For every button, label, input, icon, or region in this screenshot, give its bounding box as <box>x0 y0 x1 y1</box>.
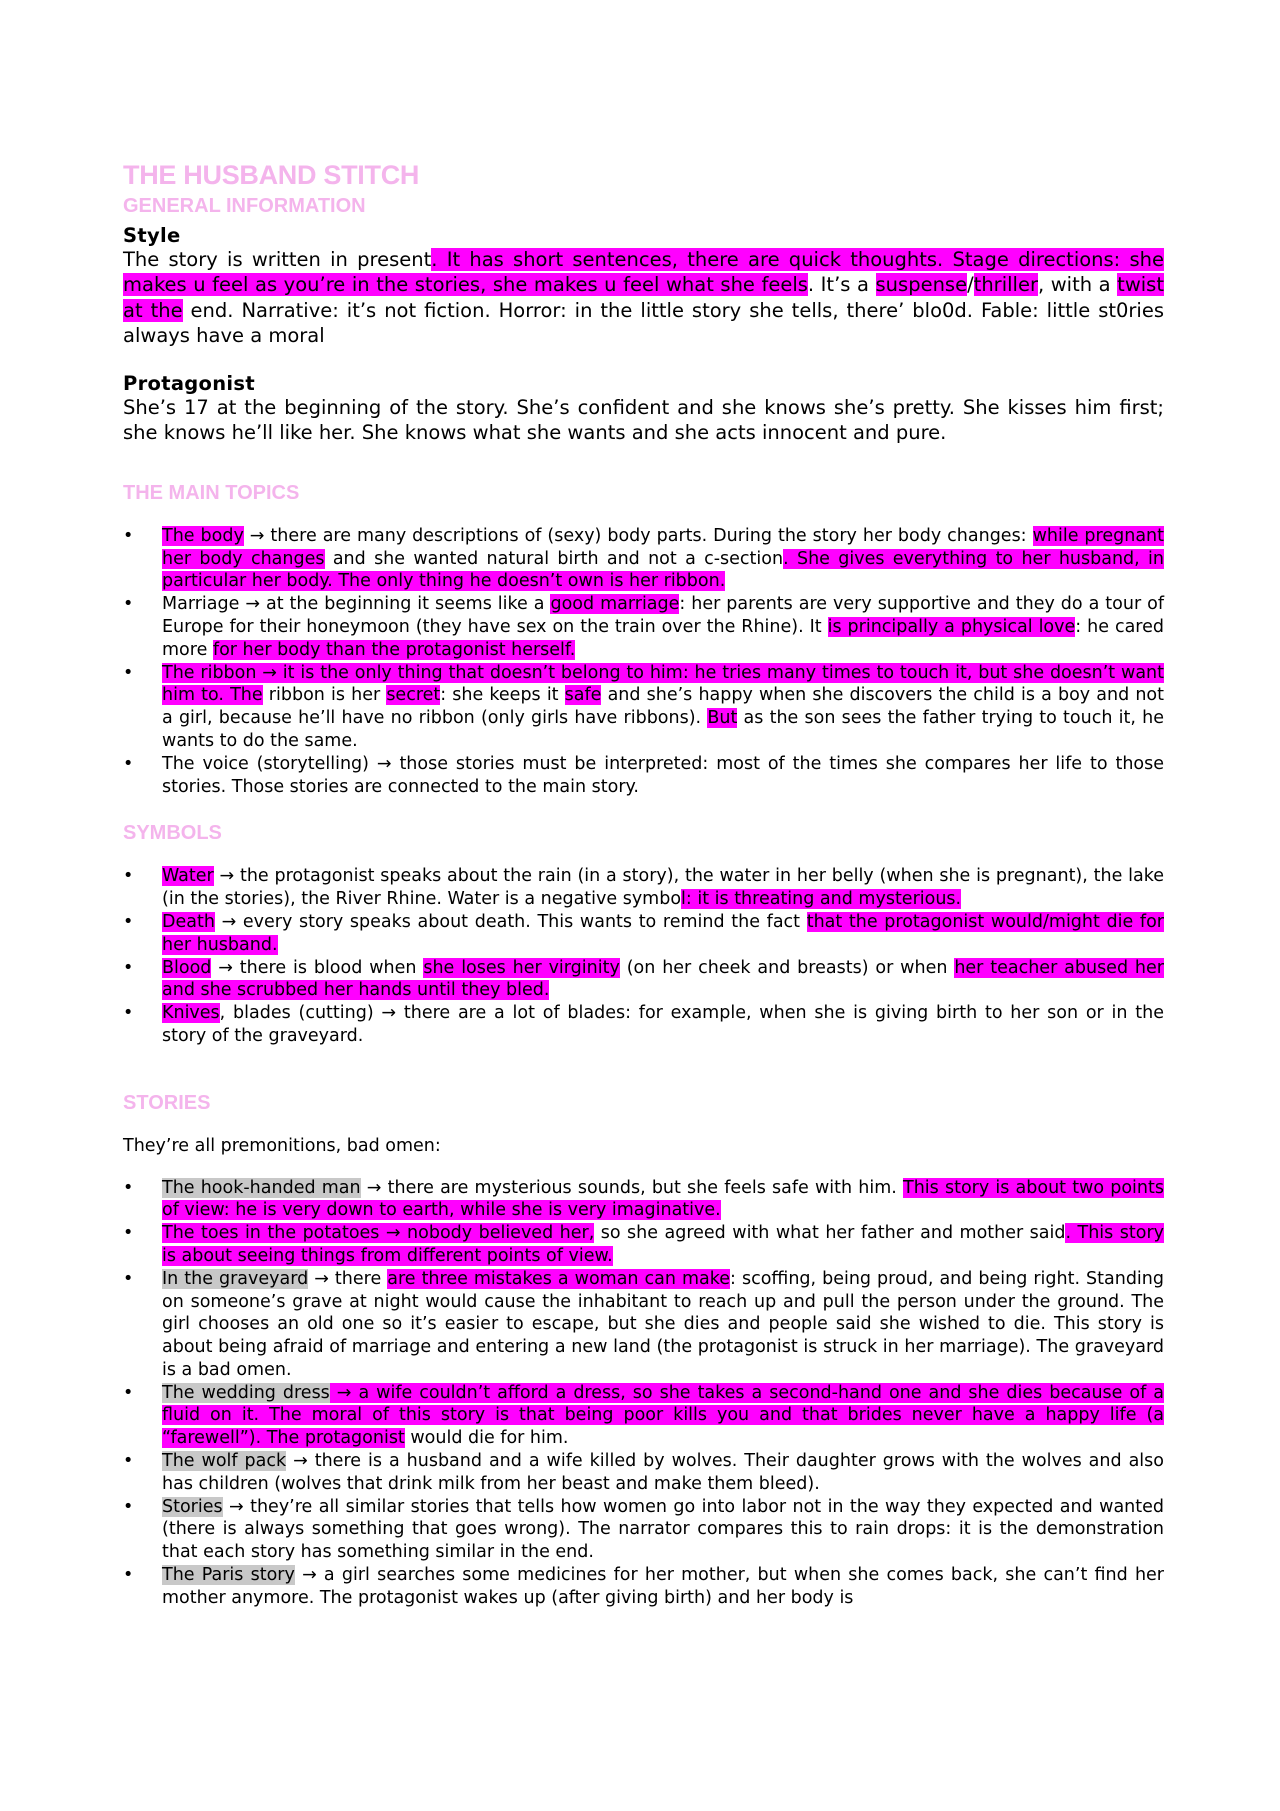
highlighted-run: she loses her virginity <box>423 957 620 978</box>
list-item <box>123 1177 1164 1223</box>
highlighted-run: that the protagonist would/might die for her husband. <box>162 911 1164 955</box>
highlighted-run: Knives <box>162 1003 220 1024</box>
highlighted-run: while pregnant her body changes <box>162 525 1164 569</box>
text-run: and she wanted natural birth and not a c-section <box>324 548 784 569</box>
protagonist-paragraph: She’s 17 at the beginning of the story. She’s confident and she knows she’s pretty. She kisses him first; she knows he’ll like her. She knows what she wants and she acts innocent and pure. <box>123 396 1164 445</box>
document-title: THE HUSBAND STITCH <box>123 160 420 190</box>
list-item <box>123 1222 1164 1268</box>
list-item <box>123 593 1164 661</box>
highlighted-run: her teacher abused her and she scrubbed her hands until they bled. <box>162 957 1164 1001</box>
list-item <box>123 1382 1164 1450</box>
general-information-heading: GENERAL INFORMATION <box>123 195 366 217</box>
text-run: → the protagonist speaks about the rain (in a story), the water in her belly (when she is pregnant), the lake (in the stories), the River Rhine. Water is a negative symbo <box>162 866 1164 910</box>
main-topics-list <box>123 525 1164 799</box>
highlighted-run: are three mistakes a woman can make <box>387 1268 731 1289</box>
text-run: The voice (storytelling) → those stories must be interpreted: most of the times she compares her life to those stories. Those stories are connected to the main story. <box>162 753 1164 797</box>
stories-heading: STORIES <box>123 1091 211 1114</box>
list-item <box>123 1564 1164 1610</box>
text-run: The story is written in present <box>123 248 432 271</box>
highlighted-run: Water <box>162 866 214 887</box>
text-run: → every story speaks about death. This wants to remind the fact <box>214 911 807 932</box>
list-item <box>123 525 1164 593</box>
grey-highlighted-run: Stories <box>162 1496 223 1517</box>
text-run: → there is a husband and a wife killed by wolves. Their daughter grows with the wolves and also has children (wolves that drink milk from her beast and make them bleed). <box>162 1451 1164 1494</box>
grey-highlighted-run: The Paris story <box>162 1565 295 1586</box>
grey-highlighted-run: The wedding dress <box>162 1382 330 1403</box>
highlighted-run: is principally a physical love <box>827 616 1076 637</box>
list-item <box>123 1002 1164 1048</box>
list-item <box>123 957 1164 1003</box>
highlighted-run: Blood <box>162 957 212 978</box>
text-run: would die for him. <box>404 1428 569 1449</box>
text-run: so she agreed with what her father and mother said <box>594 1223 1066 1244</box>
list-item <box>123 911 1164 957</box>
text-run: / <box>967 273 974 297</box>
highlighted-run: . This story is about seeing things from different points of view. <box>162 1223 1164 1266</box>
main-topics-heading: THE MAIN TOPICS <box>123 481 300 504</box>
list-item <box>123 865 1164 911</box>
text-run: : her parents are very supportive and they do a tour of Europe for their honeymoon (they have sex on the train over the Rhine). It <box>162 594 1164 637</box>
text-run: : he cared more <box>162 616 1164 660</box>
symbols-list <box>123 865 1164 1047</box>
text-run: end. Narrative: it’s not fiction. Horror: in the little story she tells, there’ blo0d. Fable: little st0ries always have a moral <box>123 298 1164 347</box>
highlighted-run: . It has short sentences, there are quick thoughts. Stage directions: she makes u feel as you’re in the stories, she makes u feel what she feels <box>123 248 1165 297</box>
text-run: → there are mysterious sounds, but she feels safe with him. <box>360 1177 904 1198</box>
highlighted-run: l: it is threating and mysterious. <box>681 889 962 910</box>
text-run: , blades (cutting) → there are a lot of blades: for example, when she is giving birth to her son or in the story of the graveyard. <box>162 1003 1164 1046</box>
grey-highlighted-run: In the graveyard <box>162 1268 309 1289</box>
highlighted-run: suspense <box>875 273 968 297</box>
text-run: → there is blood when <box>211 957 424 978</box>
text-run: Marriage → at the beginning it seems like a <box>162 594 551 615</box>
text-run: → they’re all similar stories that tells how women go into labor not in the way they expected and wanted (there is always something that goes wrong). The narrator compares this to rain drops: it is the demonstration that each story has something similar in the end. <box>162 1496 1164 1563</box>
text-run: (on her cheek and breasts) or when <box>619 957 955 978</box>
text-run: → there <box>308 1268 388 1289</box>
highlighted-run: The ribbon → it is the only thing that doesn’t belong to him: he tries many times to touch it, but she doesn’t want him to. The <box>162 662 1164 706</box>
text-run: : she keeps it <box>440 685 565 706</box>
highlighted-run: safe <box>564 685 602 706</box>
list-item <box>123 753 1164 799</box>
list-item <box>123 1450 1164 1496</box>
text-run: and she’s happy when she discovers the child is a boy and not a girl, because he’ll have no ribbon (only girls have ribbons). <box>162 685 1164 729</box>
list-item <box>123 1496 1164 1564</box>
highlighted-run: twist at the <box>123 273 1164 322</box>
style-paragraph <box>123 247 1164 348</box>
highlighted-run: Death <box>162 911 215 932</box>
text-run: ribbon is her <box>262 685 387 706</box>
text-run: , with a <box>1037 273 1118 297</box>
highlighted-run: → a wife couldn’t afford a dress, so she takes a second-hand one and she dies because of a fluid on it. The moral of this story is that being poor kills you and that brides never have a happy life (a “farewell”). The protagonist <box>162 1382 1164 1449</box>
text-run: : scoffing, being proud, and being right. Standing on someone’s grave at night would cause the inhabitant to reach up and pull the person under the ground. The girl chooses an old one so it’s easier to escape, but she dies and people said she wished to die. This story is about being afraid of marriage and entering a new land (the protagonist is struck in her marriage). The graveyard is a bad omen. <box>162 1268 1164 1380</box>
text-run: → a girl searches some medicines for her mother, but when she comes back, she can’t find her mother anymore. The protagonist wakes up (after giving birth) and her body is <box>162 1565 1164 1608</box>
highlighted-run: The body <box>162 525 244 546</box>
stories-intro: They’re all premonitions, bad omen: <box>123 1135 441 1156</box>
highlighted-run: But <box>707 708 738 729</box>
highlighted-run: This story is about two points of view: he is very down to earth, while she is very imaginative. <box>162 1177 1164 1221</box>
list-item <box>123 1268 1164 1382</box>
grey-highlighted-run: The wolf pack <box>162 1451 287 1472</box>
list-item <box>123 662 1164 753</box>
highlighted-run: good marriage <box>550 594 680 615</box>
highlighted-run: secret <box>386 685 441 706</box>
text-run: . It’s a <box>807 273 876 297</box>
highlighted-run: → nobody believed her, <box>379 1223 595 1244</box>
stories-list <box>123 1177 1164 1610</box>
style-heading: Style <box>123 224 181 247</box>
text-run: as the son sees the father trying to touch it, he wants to do the same. <box>162 708 1164 751</box>
symbols-heading: SYMBOLS <box>123 822 222 845</box>
highlighted-run: . She gives everything to her husband, in particular her body. The only thing he doesn’t own is her ribbon. <box>162 548 1164 592</box>
highlighted-run: thriller <box>973 273 1038 297</box>
document-page <box>123 150 1164 1610</box>
protagonist-heading: Protagonist <box>123 372 255 396</box>
highlighted-run: The toes in the potatoes <box>162 1223 380 1244</box>
grey-highlighted-run: The hook-handed man <box>162 1177 361 1198</box>
text-run: → there are many descriptions of (sexy) body parts. During the story her body changes: <box>243 525 1033 546</box>
highlighted-run: for her body than the protagonist herself. <box>212 639 576 660</box>
